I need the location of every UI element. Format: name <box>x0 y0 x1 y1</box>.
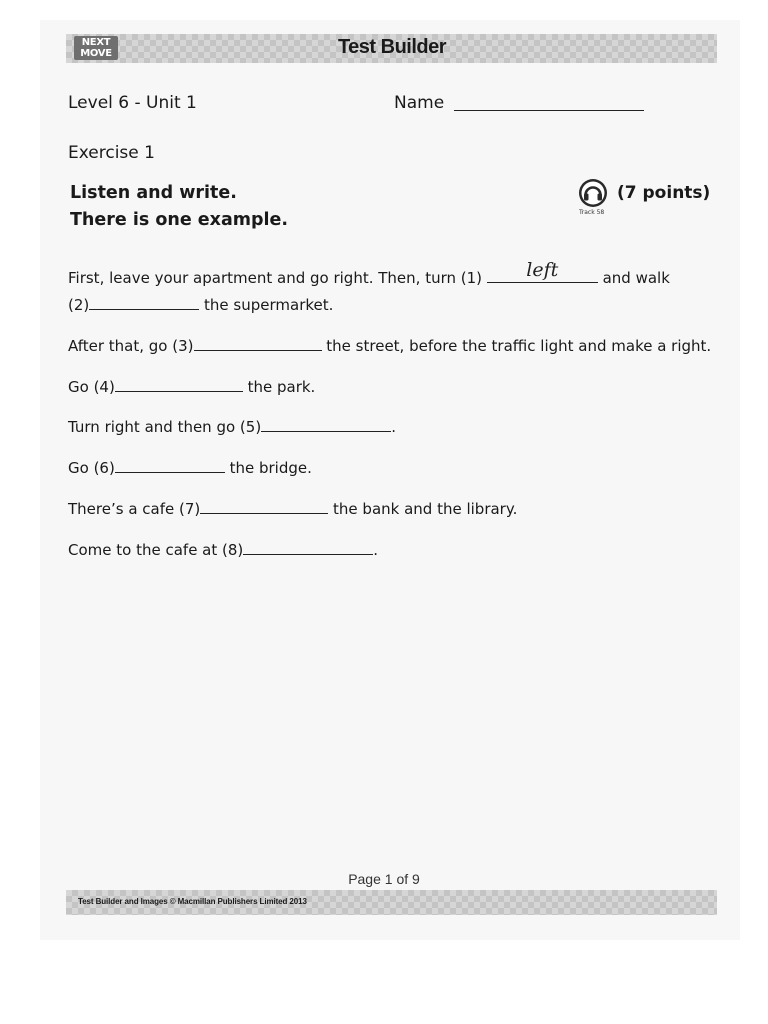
answer-blank-5[interactable] <box>261 415 391 432</box>
sentence-2-end: the supermarket. <box>204 296 334 314</box>
answer-blank-6[interactable] <box>115 456 225 473</box>
sentence-6-start: Go (6) <box>68 459 115 477</box>
sentence-1-end: and walk <box>602 269 670 287</box>
sentence-7-start: There’s a cafe (7) <box>68 500 201 518</box>
level-unit-label: Level 6 - Unit 1 <box>68 93 197 113</box>
sentence-6 <box>68 456 312 477</box>
example-blank <box>487 259 598 283</box>
sentence-3-start: After that, go (3) <box>68 337 194 355</box>
sentence-6-end: the bridge. <box>229 459 312 477</box>
sentence-4-end: the park. <box>247 378 316 396</box>
instruction-example: There is one example. <box>70 210 289 230</box>
answer-blank-8[interactable] <box>243 538 373 555</box>
instruction-listen: Listen and write. <box>70 183 237 203</box>
sentence-3 <box>68 334 711 355</box>
copyright-notice: Test Builder and Images © Macmillan Publishers Limited 2013 <box>78 897 307 906</box>
logo-line-2: MOVE <box>80 48 112 59</box>
answer-blank-7[interactable] <box>200 497 328 514</box>
headphones-icon[interactable] <box>578 178 608 208</box>
sentence-4-start: Go (4) <box>68 378 115 396</box>
name-blank[interactable] <box>454 110 644 111</box>
page-number: Page 1 of 9 <box>348 871 420 887</box>
sentence-8 <box>68 538 378 559</box>
sentence-5 <box>68 415 396 436</box>
answer-blank-3[interactable] <box>194 334 322 351</box>
sentence-1 <box>68 259 670 287</box>
sentence-7 <box>68 497 517 518</box>
sentence-4 <box>68 375 315 396</box>
name-label: Name <box>394 93 445 113</box>
exercise-title: Exercise 1 <box>68 143 155 163</box>
example-answer: left <box>526 259 559 281</box>
sentence-2-start: (2) <box>68 296 90 314</box>
answer-blank-2[interactable] <box>89 293 199 310</box>
sentence-1-start: First, leave your apartment and go right. Then, turn (1) <box>68 269 483 287</box>
sentence-5-end: . <box>391 418 396 436</box>
sentence-3-end: the street, before the traffic light and make a right. <box>326 337 712 355</box>
sentence-7-end: the bank and the library. <box>333 500 518 518</box>
answer-blank-4[interactable] <box>115 375 243 392</box>
track-label: Track 58 <box>579 209 605 216</box>
logo-line-1: NEXT <box>81 37 111 48</box>
sentence-8-start: Come to the cafe at (8) <box>68 541 244 559</box>
sentence-2 <box>68 293 333 314</box>
page-title: Test Builder <box>337 36 447 58</box>
points-label: (7 points) <box>617 183 711 203</box>
sentence-8-end: . <box>373 541 379 559</box>
sentence-5-start: Turn right and then go (5) <box>68 418 262 436</box>
